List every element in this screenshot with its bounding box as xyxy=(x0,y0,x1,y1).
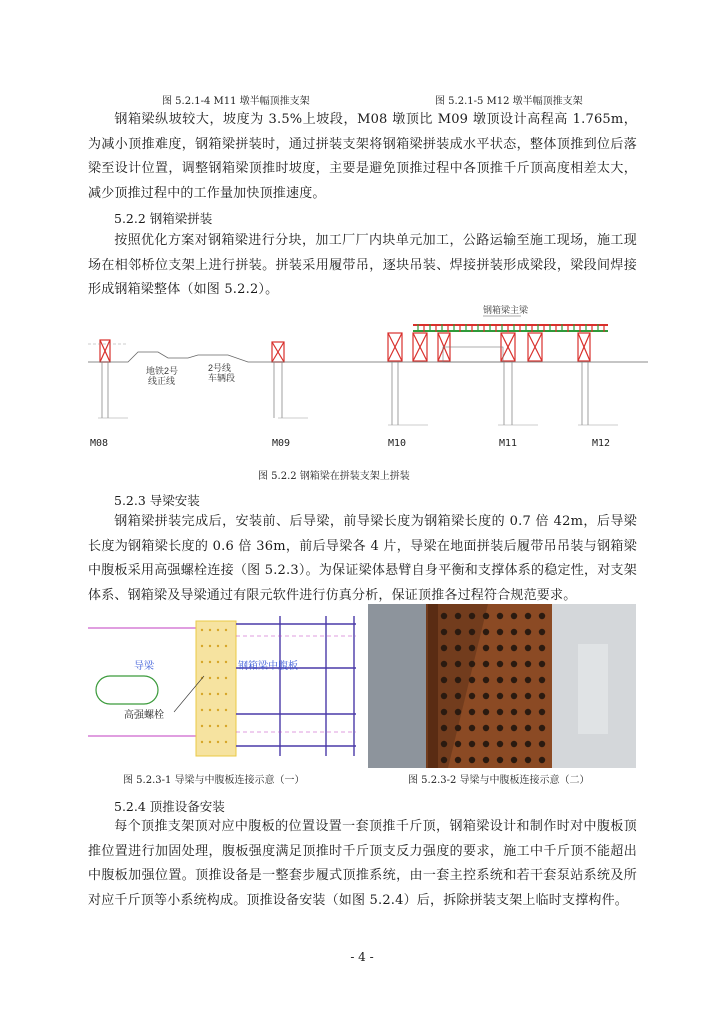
page-number: - 4 - xyxy=(350,950,374,964)
label-web-plate: 钢箱梁中腹板 xyxy=(238,661,298,672)
heading-5-2-3: 5.2.3 导梁安装 xyxy=(114,493,200,508)
label-line2-depot-b: 车辆段 xyxy=(208,373,236,383)
label-hs-bolt: 高强螺栓 xyxy=(124,710,164,721)
figure-5-2-2-elevation xyxy=(88,300,648,460)
label-metro-line-2-main: 地铁2号 xyxy=(146,366,179,376)
heading-5-2-4: 5.2.4 顶推设备安装 xyxy=(114,799,225,814)
paragraph-slope: 钢箱梁纵坡较大，坡度为 3.5%上坡段，M08 墩顶比 M09 墩顶设计高程高 1.765m，为减小顶推难度，钢箱梁拼装时，通过拼装支架将钢箱梁拼装成水平状态，整体顶推到位后落梁至设计位置，调整钢箱梁顶推时坡度，主要是避免顶推过程中各顶推千斤顶高度相差太大，减少顶推过程中的工作量加快顶推速度。 xyxy=(88,112,637,201)
heading-5-2-2: 5.2.2 钢箱梁拼装 xyxy=(114,211,213,226)
paragraph-jacking-equipment: 每个顶推支架顶对应中腹板的位置设置一套顶推千斤顶，钢箱梁设计和制作时对中腹板顶推位置进行加固处理，腹板强度满足顶推时千斤顶支反力强度的要求，施工中千斤顶不能超出中腹板加强位置。顶推设备是一整套步履式顶推系统，由一套主控系统和若干套泵站系统及所对应千斤顶等小系统构成。顶推设备安装（如图 5.2.4）后，拆除拼装支架上临时支撑构件。 xyxy=(88,819,637,908)
paragraph-assembly: 按照优化方案对钢箱梁进行分块，加工厂厂内块单元加工，公路运输至施工现场，施工现场在相邻桥位支架上进行拼装。拼装采用履带吊，逐块吊装、焊接拼装形成梁段，梁段间焊接形成钢箱梁整体（如图 5.2.2）。 xyxy=(88,233,637,297)
paragraph-guide-beam: 钢箱梁拼装完成后，安装前、后导梁，前导梁长度为钢箱梁长度的 0.7 倍 42m，后导梁长度为钢箱梁长度的 0.6 倍 36m，前后导梁各 4 片，导梁在地面拼装后履带吊吊装与钢箱梁中腹板采用高强螺栓连接（图 5.2.3）。为保证梁体悬臂自身平衡和支撑体系的稳定性，对支架体系、钢箱梁及导梁通过有限元软件进行仿真分析，保证顶推各过程符合规范要求。 xyxy=(88,514,637,603)
label-metro-line-2-main-b: 线正线 xyxy=(148,376,176,386)
label-pier-m09: M09 xyxy=(272,438,291,449)
label-pier-m10: M10 xyxy=(388,438,407,449)
caption-fig-5-2-3-2: 图 5.2.3-2 导梁与中腹板连接示意（二） xyxy=(408,775,590,786)
label-line2-depot: 2号线 xyxy=(208,363,232,373)
caption-fig-5-2-2: 图 5.2.2 钢箱梁在拼装支架上拼装 xyxy=(258,471,410,482)
label-guide-beam: 导梁 xyxy=(134,661,154,672)
figure-5-2-3-1-schematic xyxy=(88,606,358,766)
caption-fig-5-2-3-1: 图 5.2.3-1 导梁与中腹板连接示意（一） xyxy=(123,775,305,786)
label-pier-m08: M08 xyxy=(90,438,109,449)
label-pier-m12: M12 xyxy=(592,438,611,449)
caption-fig-5215: 图 5.2.1-5 M12 墩半幅顶推支架 xyxy=(435,96,583,107)
label-pier-m11: M11 xyxy=(499,438,518,449)
caption-fig-5214: 图 5.2.1-4 M11 墩半幅顶推支架 xyxy=(162,96,310,107)
figure-5-2-3-2-photo xyxy=(368,604,636,768)
label-main-girder: 钢箱梁主梁 xyxy=(483,305,529,315)
